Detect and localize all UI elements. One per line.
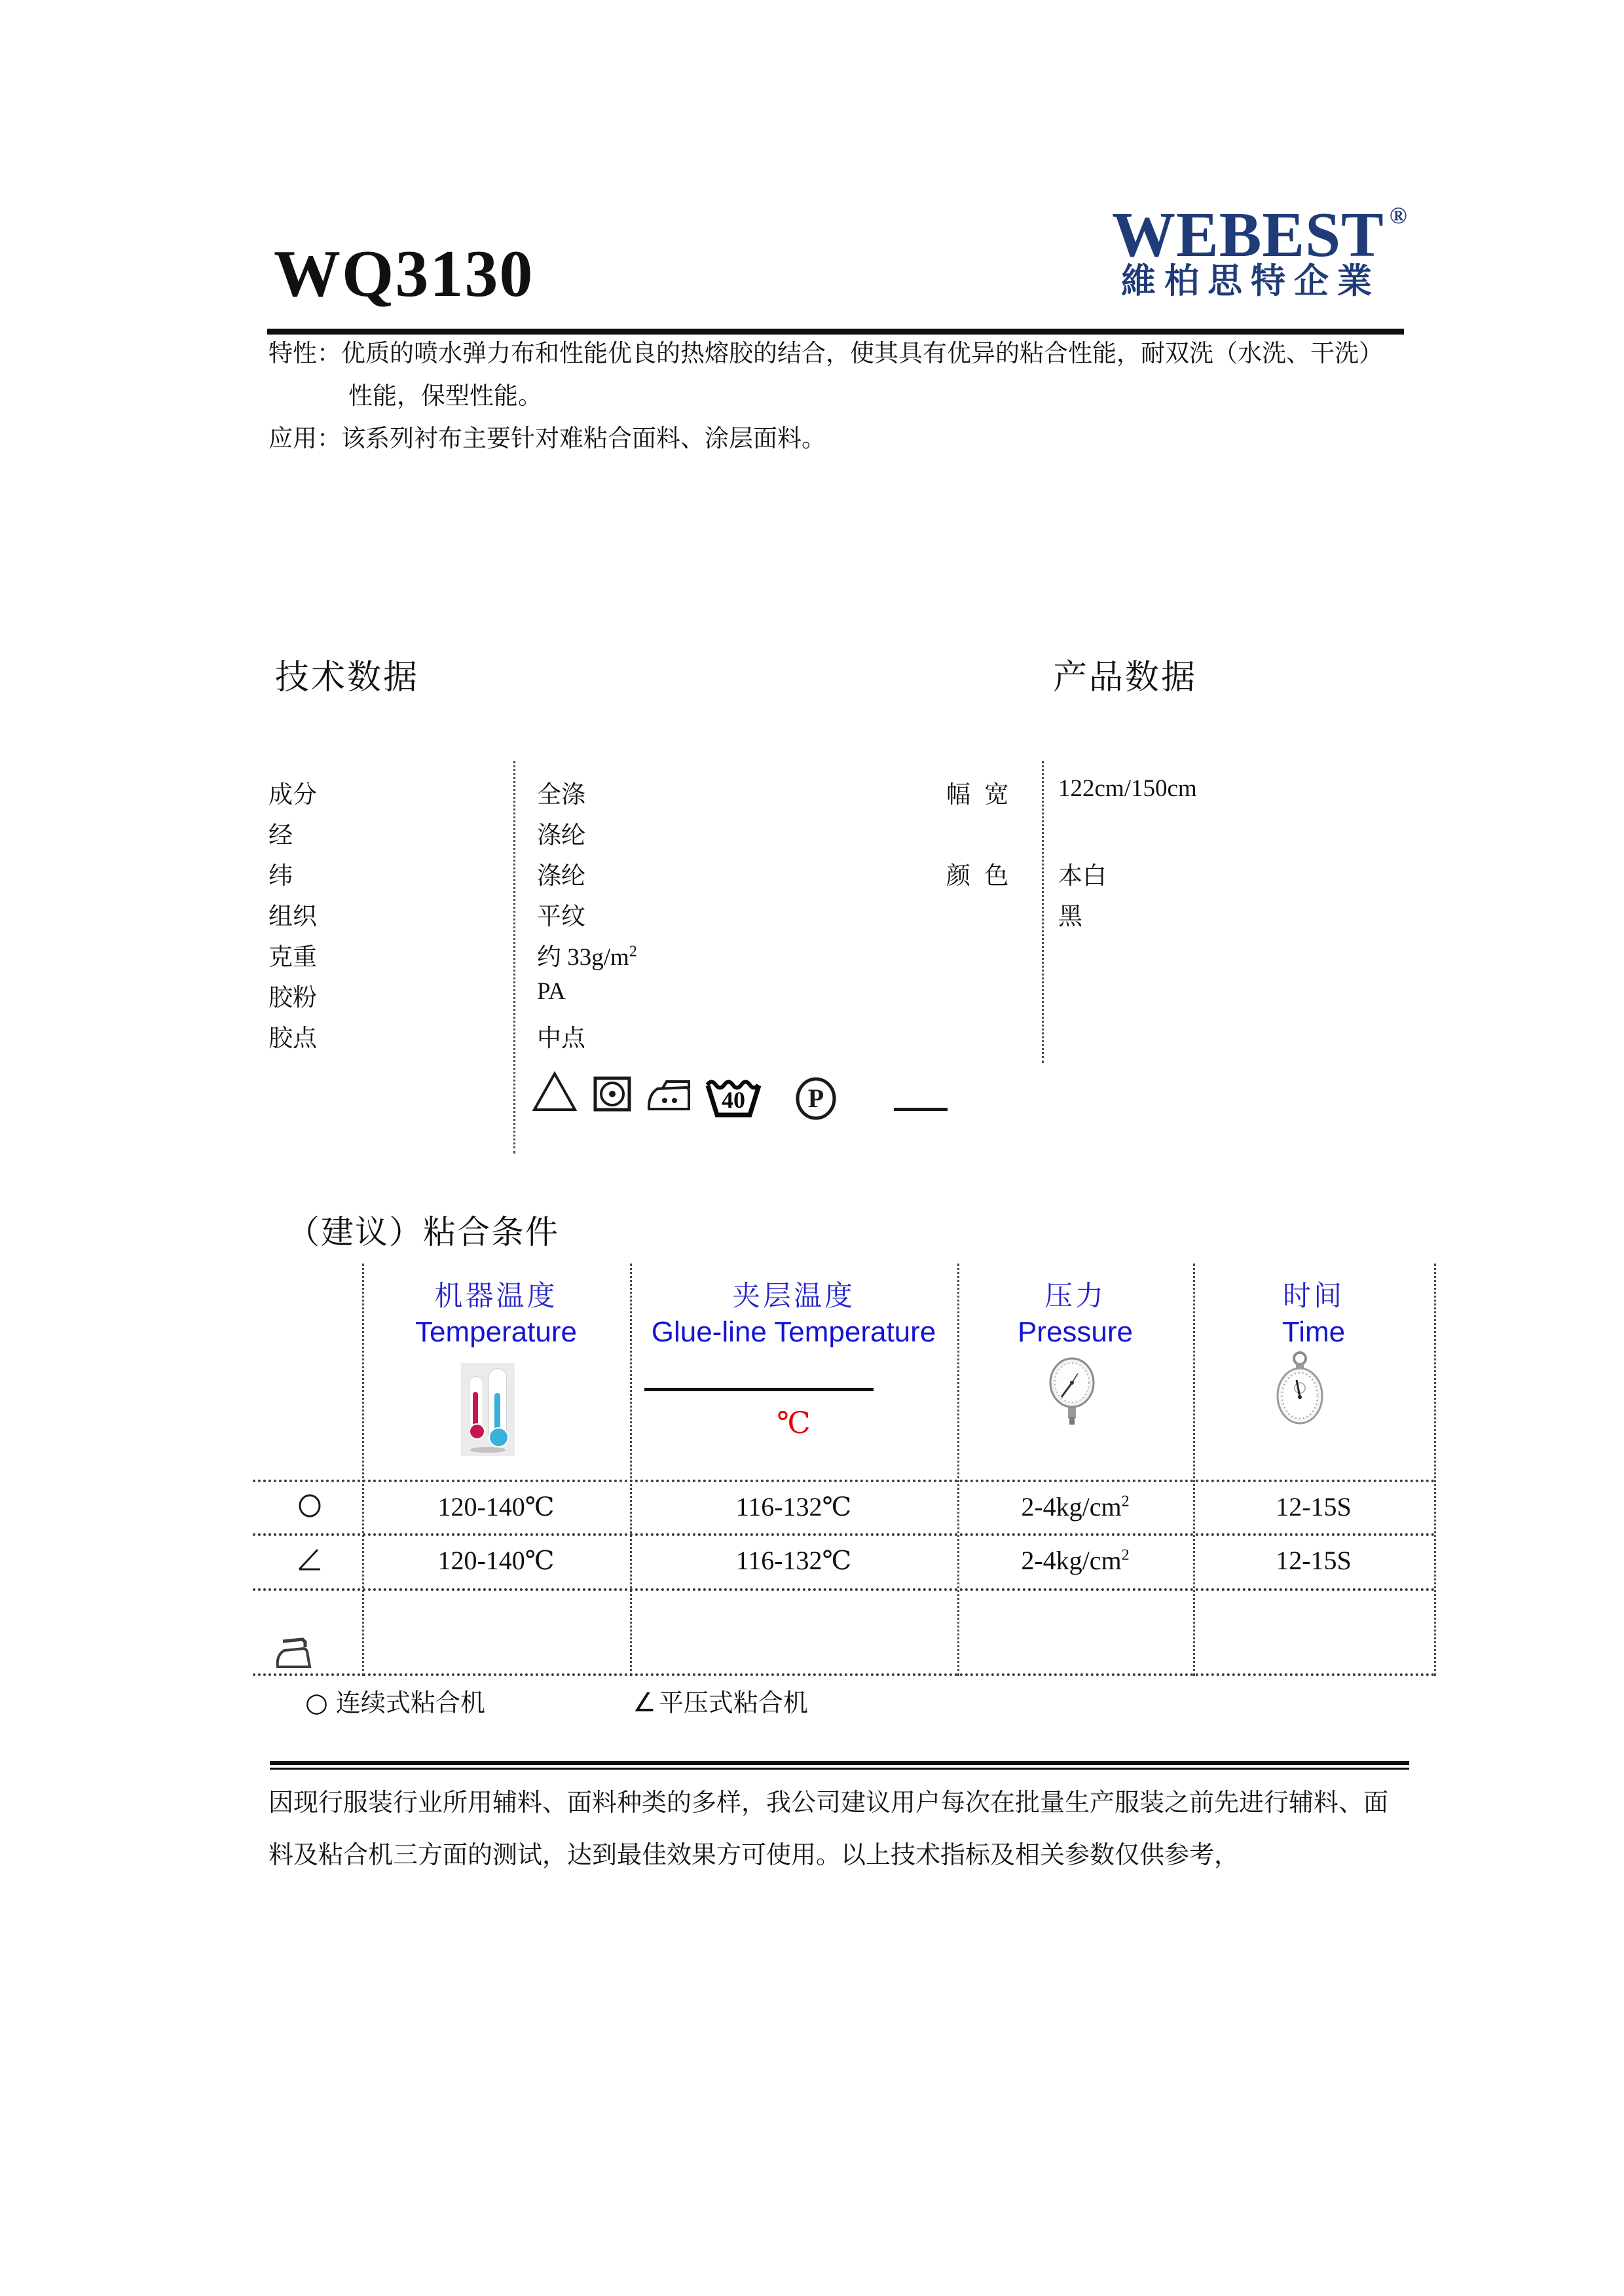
legend-continuous-machine: ○ 连续式粘合机: [305, 1688, 485, 1718]
tech-row-label: 组织: [268, 903, 317, 930]
pressure-value: $2-4kg/cm^2$: [1021, 1546, 1130, 1575]
svg-text:P: P: [807, 1084, 824, 1113]
col-header-zh: 机器温度: [434, 1281, 558, 1312]
tech-row-label: 经: [268, 822, 293, 849]
bond-table-rule: [253, 1588, 1435, 1591]
legend-flat-press-machine: ∠ 平压式粘合机: [633, 1688, 808, 1718]
col-header-zh: 压力: [1044, 1281, 1106, 1312]
tech-row-label: 纬: [268, 863, 293, 890]
registered-trademark-icon: ®: [1389, 202, 1408, 228]
pressure-gauge-icon: [1048, 1357, 1096, 1430]
glue-line-value: 116-132℃: [735, 1546, 852, 1575]
page-title: WQ3130: [274, 237, 534, 311]
technical-data-title: 技术数据: [275, 659, 420, 697]
tech-row-value: PA: [537, 978, 566, 1005]
temperature-value: 120-140℃: [437, 1546, 555, 1575]
pressure-value: $2-4kg/cm^2$: [1021, 1492, 1130, 1522]
svg-text:40: 40: [722, 1087, 745, 1113]
tech-row-label: 胶粉: [268, 985, 317, 1011]
feature-text-line1: 特性：优质的喷水弹力布和性能优良的热熔胶的结合，使其具有优异的粘合性能，耐双洗（水洗、干洗）: [268, 340, 1383, 367]
brand-name: WEBEST: [1112, 200, 1384, 270]
bonding-conditions-title: （建议）粘合条件: [287, 1214, 559, 1250]
tumble-dry-icon: [593, 1076, 631, 1112]
product-table-divider: [1042, 761, 1044, 1063]
bond-table-rule: [253, 1673, 1435, 1676]
product-row-value: 122cm/150cm: [1058, 775, 1197, 802]
bleach-triangle-icon: [532, 1071, 578, 1113]
temperature-value: 120-140℃: [437, 1492, 555, 1522]
company-name: 維柏思特企業: [1121, 263, 1380, 301]
application-text: 应用：该系列衬布主要针对难粘合面料、涂层面料。: [268, 426, 826, 452]
col-header-en: Time: [1282, 1316, 1346, 1348]
angle-symbol: ∠: [633, 1688, 656, 1718]
tech-row-label: 克重: [268, 944, 317, 971]
footer-text-line1: 因现行服装行业所用辅料、面料种类的多样，我公司建议用户每次在批量生产服装之前先进行辅料、面: [268, 1789, 1389, 1817]
bond-table-divider: [1434, 1264, 1436, 1676]
stopwatch-icon: [1274, 1350, 1325, 1432]
thermometer-icon: [461, 1363, 515, 1456]
circle-machine-icon: [298, 1494, 322, 1521]
feature-text-line2: 性能，保型性能。: [348, 383, 542, 410]
wash-40-icon: [703, 1075, 764, 1120]
time-value: 12-15S: [1276, 1546, 1352, 1575]
angle-machine-icon: [297, 1548, 322, 1575]
header-divider: [267, 329, 1404, 335]
product-row-label: 颜 色: [946, 863, 1013, 890]
brand-logo: [1112, 200, 1408, 270]
footer-divider: [270, 1761, 1409, 1770]
time-value: 12-15S: [1276, 1492, 1352, 1522]
tech-row-value: 全涤: [537, 782, 585, 809]
tech-row-value: 涤纶: [537, 863, 585, 890]
tech-row-value: 涤纶: [537, 822, 585, 849]
dry-clean-p-icon: [795, 1076, 837, 1121]
glue-line-underline: [644, 1388, 874, 1391]
col-header-en: Glue-line Temperature: [651, 1316, 936, 1348]
dash-icon: [894, 1108, 948, 1111]
tech-row-label: 成分: [268, 782, 317, 809]
product-row-value: 本白: [1058, 863, 1107, 890]
tech-row-label: 胶点: [268, 1025, 317, 1052]
glue-line-value: 116-132℃: [735, 1492, 852, 1522]
iron-machine-icon: [275, 1635, 314, 1673]
tech-row-value: 平纹: [537, 903, 585, 930]
col-header-zh: 夹层温度: [732, 1281, 855, 1312]
bond-table-rule: [253, 1533, 1435, 1536]
celsius-unit: ℃: [777, 1406, 811, 1440]
product-row-label: 幅 宽: [946, 782, 1013, 809]
product-data-title: 产品数据: [1053, 659, 1198, 697]
bond-table-rule: [253, 1480, 1435, 1482]
circle-symbol: ○: [305, 1688, 328, 1718]
footer-text-line2: 料及粘合机三方面的测试，达到最佳效果方可使用。以上技术指标及相关参数仅供参考，: [268, 1842, 1240, 1869]
col-header-zh: 时间: [1283, 1281, 1344, 1312]
iron-two-dots-icon: [647, 1079, 692, 1112]
tech-table-divider: [513, 761, 515, 1154]
tech-row-value: 中点: [537, 1025, 585, 1052]
col-header-en: Pressure: [1017, 1316, 1134, 1348]
tech-row-value: 约 $33g/m^2$: [537, 943, 637, 971]
product-row-value: 黑: [1058, 903, 1082, 930]
col-header-en: Temperature: [415, 1316, 577, 1348]
